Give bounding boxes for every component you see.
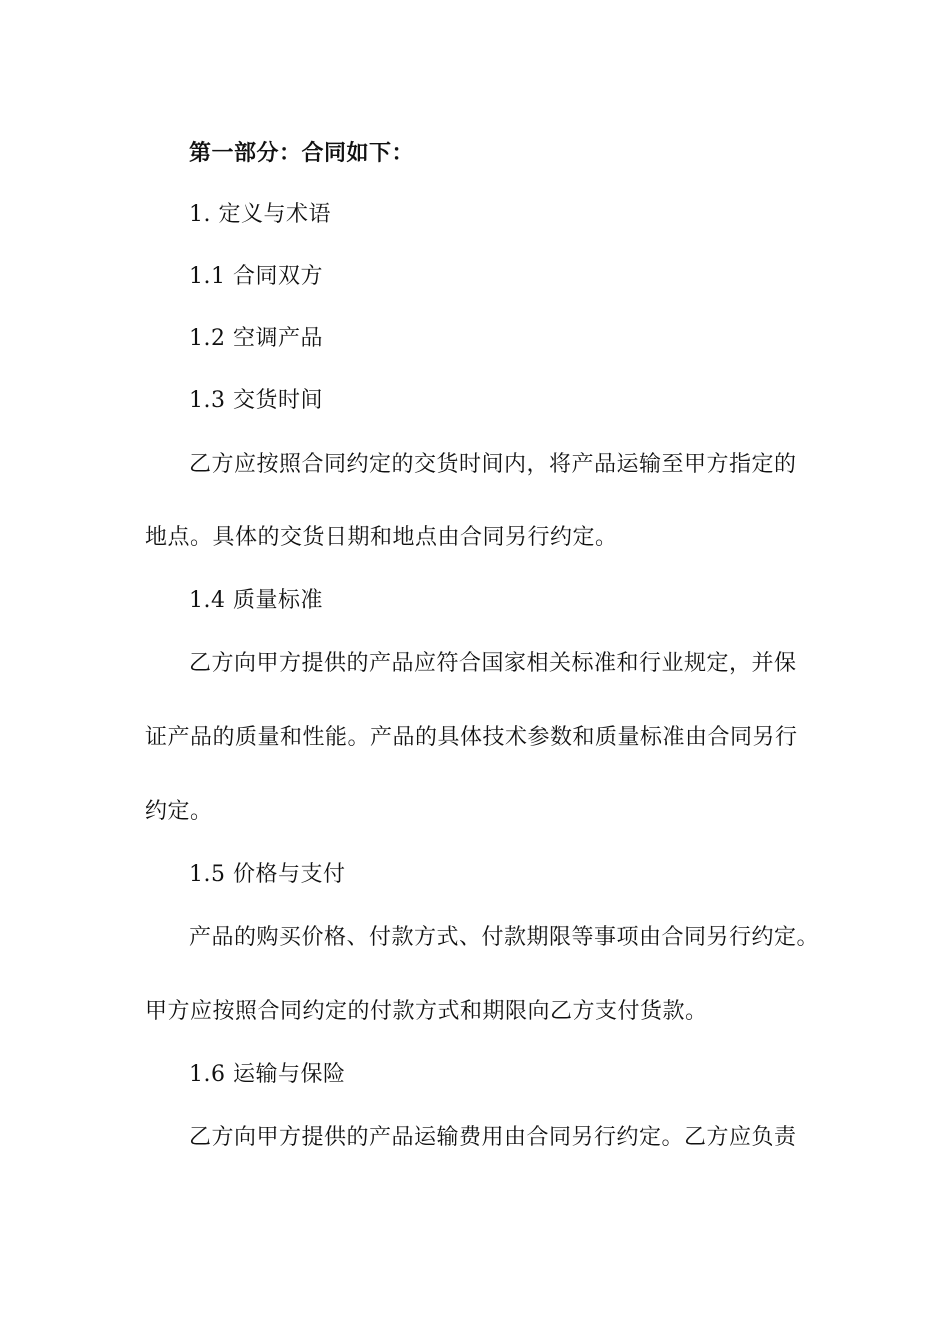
- clause-1-3-title: 1.3 交货时间: [189, 388, 323, 413]
- clause-1-1-title: 1.1 合同双方: [189, 264, 323, 289]
- clause-1-6-title: 1.6 运输与保险: [189, 1062, 346, 1087]
- clause-1-5-title: 1.5 价格与支付: [189, 862, 346, 887]
- clause-1-4-text-line-3: 约定。: [145, 799, 213, 824]
- clause-1-5-text-line-1: 产品的购买价格、付款方式、付款期限等事项由合同另行约定。: [189, 925, 820, 950]
- clause-1-3-text-line-2: 地点。具体的交货日期和地点由合同另行约定。: [145, 525, 618, 550]
- clause-1-4-text-line-1: 乙方向甲方提供的产品应符合国家相关标准和行业规定，并保: [189, 651, 797, 676]
- section-heading: 第一部分：合同如下：: [189, 140, 415, 166]
- clause-1-4-title: 1.4 质量标准: [189, 588, 323, 613]
- clause-1-2-title: 1.2 空调产品: [189, 326, 323, 351]
- clause-1-6-text-line-1: 乙方向甲方提供的产品运输费用由合同另行约定。乙方应负责: [189, 1125, 797, 1150]
- clause-1-4-text-line-2: 证产品的质量和性能。产品的具体技术参数和质量标准由合同另行: [145, 725, 798, 750]
- clause-1-title: 1. 定义与术语: [189, 202, 331, 227]
- clause-1-3-text-line-1: 乙方应按照合同约定的交货时间内，将产品运输至甲方指定的: [189, 452, 797, 477]
- clause-1-5-text-line-2: 甲方应按照合同约定的付款方式和期限向乙方支付货款。: [145, 999, 708, 1024]
